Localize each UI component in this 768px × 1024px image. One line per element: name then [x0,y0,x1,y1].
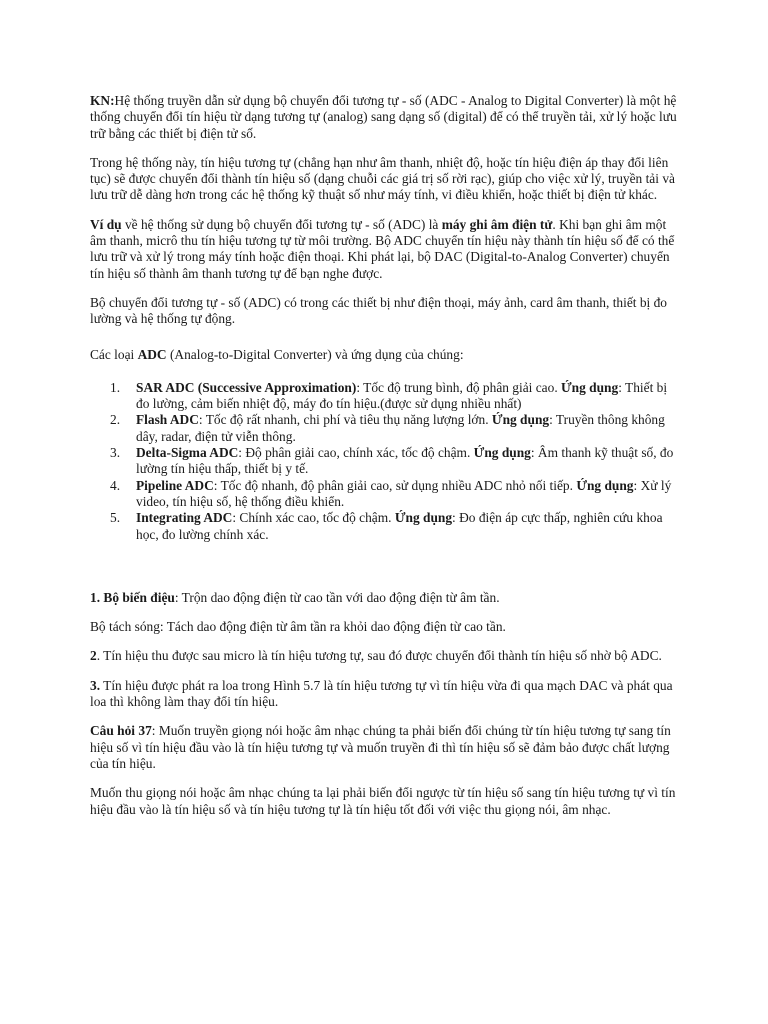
list-item-number: 1. [110,379,121,395]
list-item-app-label: Ứng dụng [394,510,453,526]
definition-label: KN: [90,93,115,108]
list-item-app: : Âm thanh kỹ thuật số, đo lường tín hiệu thấp, thiết bị y tế. [136,445,674,477]
list-item-number: 4. [110,477,121,493]
answer-3-paragraph [90,678,679,711]
adc-intro-bold: ADC [137,346,167,362]
answer-1b-paragraph: Bộ tách sóng: Tách dao động điện từ âm tần ra khỏi dao động điện từ cao tần. [90,619,506,635]
list-item-app: : Truyền thông không dây, radar, điện tử viễn thông. [136,412,665,444]
list-item-name: Flash ADC [136,412,199,428]
definition-text: Hệ thống truyền dẫn sử dụng bộ chuyển đổi tương tự - số (ADC - Analog to Digital Converter) là một hệ thống chuyển đổi tín hiệu từ dạng tương tự (analog) sang dạng số (digital) để có thể truyền tải, xử lý hoặc lưu trữ bằng các thiết bị điện tử số. [90,93,677,141]
answer-1-text: : Trộn dao động điện từ cao tần với dao động điện từ âm tần. [174,589,500,605]
list-item-name: Pipeline ADC [136,477,214,493]
list-item-number: 5. [110,510,121,526]
list-item-desc: : Chính xác cao, tốc độ chậm. [232,510,395,526]
list-item-desc: : Độ phân giải cao, chính xác, tốc độ chậm. [238,445,474,461]
answer-3-label: 3. [90,677,101,693]
example-text-2: . Khi bạn ghi âm một âm thanh, micrô thu tín hiệu tương tự từ môi trường. Bộ ADC chuyển tín hiệu này thành tín hiệu số để có thể lưu trữ và xử lý trong máy tính hoặc điện thoại. Khi phát lại, bộ DAC (Digital-to-Analog Converter) chuyển tín hiệu số thành âm thanh tương tự để bạn nghe được. [90,216,675,281]
list-item-desc: : Tốc độ nhanh, độ phân giải cao, sử dụng nhiều ADC nhỏ nối tiếp. [213,477,577,493]
list-item-name: Integrating ADC [136,510,233,526]
list-item-app: : Thiết bị đo lường, cảm biến nhiệt độ, máy đo tín hiệu.(được sử dụng nhiều nhất) [136,379,668,412]
list-item-desc: : Tốc độ rất nhanh, chi phí và tiêu thụ năng lượng lớn. [198,412,492,428]
example-text-1: về hệ thống sử dụng bộ chuyển đổi tương tự - số (ADC) là [121,216,442,232]
list-item [90,412,679,445]
example-label: Ví dụ [90,216,122,232]
list-item-number: 2. [110,412,121,428]
list-item-app-label: Ứng dụng [561,379,619,395]
list-item-number: 3. [110,445,121,461]
answer-2-text: . Tín hiệu thu được sau micro là tín hiệu tương tự, sau đó được chuyển đổi thành tín hiệu số nhờ bộ ADC. [96,648,662,664]
answer-1-label: 1. Bộ biến điệu [90,589,175,605]
answer-3-text: Tín hiệu được phát ra loa trong Hình 5.7 là tín hiệu tương tự vì tín hiệu vừa đi qua mạch DAC và phát qua loa thì không làm thay đổi tín hiệu. [90,677,673,710]
adc-intro-text-2: (Analog-to-Digital Converter) và ứng dụng của chúng: [166,346,464,362]
list-item-name: SAR ADC (Successive Approximation) [136,379,357,395]
adc-types-intro [90,347,679,363]
question-37-label: Câu hỏi 37 [90,723,152,739]
list-item [90,478,679,511]
example-highlight: máy ghi âm điện tử [441,216,553,232]
answer-2-paragraph [90,648,679,664]
list-item-app-label: Ứng dụng [491,412,550,428]
example-paragraph [90,217,679,282]
answer-2-label: 2 [90,648,97,664]
devices-paragraph: Bộ chuyển đổi tương tự - số (ADC) có trong các thiết bị như điện thoại, máy ảnh, card âm thanh, thiết bị đo lường và hệ thống tự động. [90,294,668,327]
list-item-app: : Đo điện áp cực thấp, nghiên cứu khoa học, đo lường chính xác. [136,510,663,542]
question-37-text: : Muốn truyền giọng nói hoặc âm nhạc chúng ta phải biến đổi chúng từ tín hiệu tương tự sang tín hiệu số vì tín hiệu đầu vào là tín hiệu tương tự và muốn truyền đi thì tín hiệu số sẽ đảm bảo được chất lượng của tín hiệu. [90,723,671,771]
adc-types-list [90,380,679,543]
list-item-desc: : Tốc độ trung bình, độ phân giải cao. [356,379,562,395]
list-item-app-label: Ứng dụng [576,477,634,493]
answer-1-paragraph [90,590,679,606]
system-description-paragraph: Trong hệ thống này, tín hiệu tương tự (chẳng hạn như âm thanh, nhiệt độ, hoặc tín hiệu điện áp thay đổi liên tục) sẽ được chuyển đổi thành tín hiệu số (dạng chuỗi các giá trị số rời rạc), giúp cho việc xử lý, truyền tải và lưu trữ dễ dàng hơn trong các hệ thống kỹ thuật số như máy tính, vi điều khiển, hoặc thiết bị điện tử khác. [90,154,675,203]
list-item-app-label: Ứng dụng [473,445,531,461]
list-item-name: Delta-Sigma ADC [136,445,239,461]
question-37b-paragraph: Muốn thu giọng nói hoặc âm nhạc chúng ta lại phải biến đổi ngược từ tín hiệu số sang tín hiệu tương tự vì tín hiệu đầu vào là tín hiệu số và tín hiệu tương tự là tín hiệu tốt đối với việc thu giọng nói, âm nhạc. [90,785,676,817]
definition-paragraph [90,93,679,142]
list-item-app: : Xử lý video, tín hiệu số, hệ thống điều khiển. [136,477,672,509]
list-item [90,510,679,543]
question-37-paragraph [90,723,679,772]
list-item [90,380,679,413]
list-item [90,445,679,478]
adc-intro-text-1: Các loại [90,346,138,362]
